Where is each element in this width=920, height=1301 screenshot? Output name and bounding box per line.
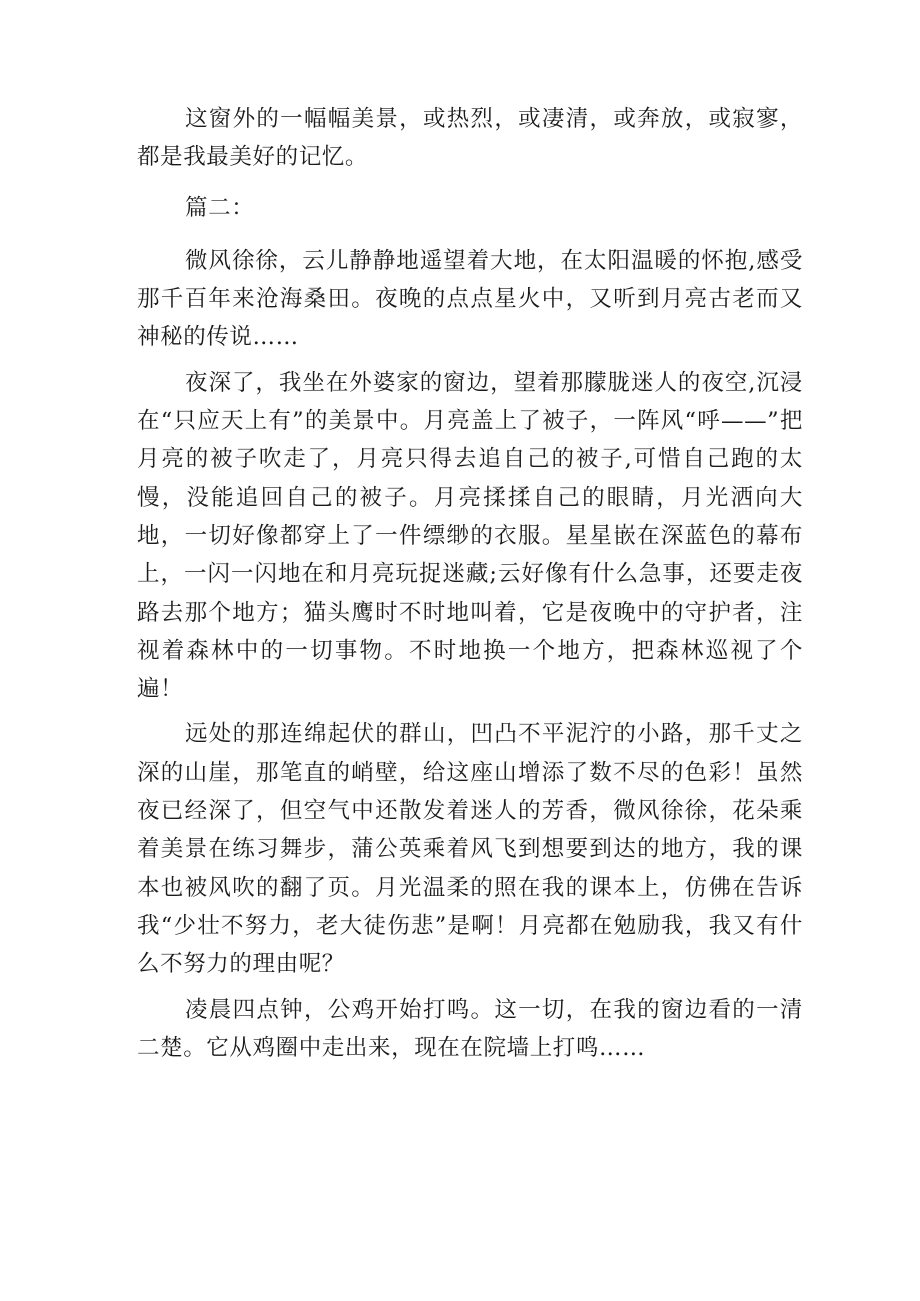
section-heading: 篇二：	[185, 194, 255, 221]
paragraph-mountains: 远处的那连绵起伏的群山，凹凸不平泥泞的小路，那千丈之深的山崖，那笔直的峭壁，给这座山增添了数不尽的色彩！虽然夜已经深了，但空气中还散发着迷人的芳香，微风徐徐，花朵乘着美景在练习舞步，蒲公英乘着风飞到想要到达的地方，我的课本也被风吹的翻了页。月光温柔的照在我的课本上，仿佛在告诉我“少壮不努力，老大徒伤悲”是啊！月亮都在勉励我，我又有什么不努力的理由呢？	[137, 721, 803, 978]
paragraph-closing-memory: 这窗外的一幅幅美景，或热烈，或凄清，或奔放，或寂寥，都是我最美好的记忆。	[137, 106, 803, 171]
document-body	[137, 100, 803, 1067]
paragraph-rooster: 凌晨四点钟，公鸡开始打鸣。这一切，在我的窗边看的一清二楚。它从鸡圈中走出来，现在在院墙上打鸣……	[137, 996, 803, 1061]
paragraph-night-window: 夜深了，我坐在外婆家的窗边，望着那朦胧迷人的夜空,沉浸在“只应天上有”的美景中。月亮盖上了被子，一阵风“呼——”把月亮的被子吹走了，月亮只得去追自己的被子,可惜自己跑的太慢，没能追回自己的被子。月亮揉揉自己的眼睛，月光洒向大地，一切好像都穿上了一件缥缈的衣服。星星嵌在深蓝色的幕布上，一闪一闪地在和月亮玩捉迷藏;云好像有什么急事，还要走夜路去那个地方；猫头鹰时不时地叫着，它是夜晚中的守护者，注视着森林中的一切事物。不时地换一个地方，把森林巡视了个遍！	[137, 369, 803, 703]
paragraph-breeze: 微风徐徐，云儿静静地遥望着大地，在太阳温暖的怀抱,感受那千百年来沧海桑田。夜晚的点点星火中，又听到月亮古老而又神秘的传说……	[137, 247, 803, 351]
